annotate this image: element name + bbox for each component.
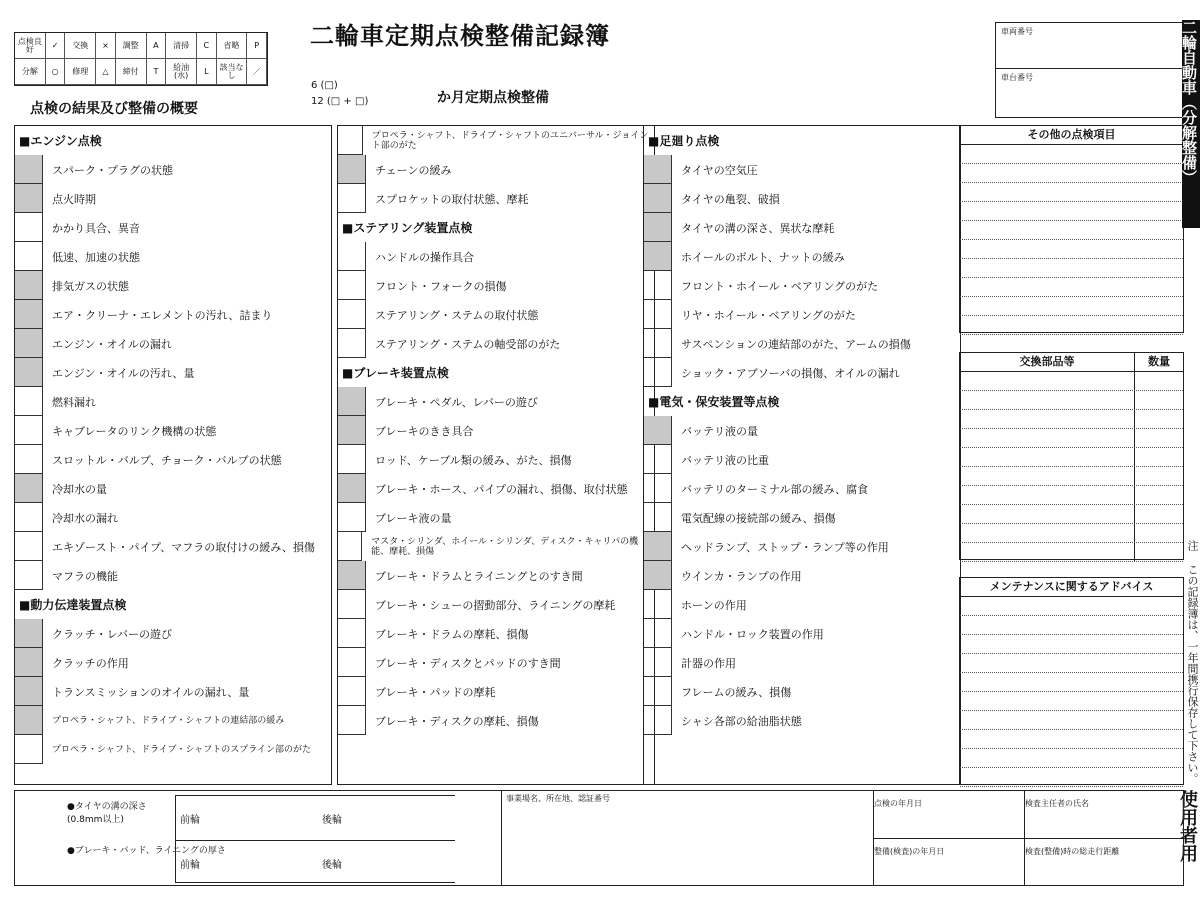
writing-line[interactable]: [960, 145, 1183, 164]
check-box[interactable]: [338, 242, 366, 271]
checklist-row[interactable]: [15, 503, 331, 532]
check-box[interactable]: [644, 590, 672, 619]
checklist-item-label: ステアリング・ステムの取付状態: [375, 308, 539, 322]
check-box[interactable]: [644, 619, 672, 648]
checklist-row[interactable]: [644, 271, 960, 300]
check-box[interactable]: [338, 445, 366, 474]
legend-cell: P: [247, 33, 267, 59]
check-box[interactable]: [15, 445, 43, 474]
maintenance-date-field[interactable]: 整備(検査)の年月日: [873, 838, 1024, 885]
checklist-item-label: ブレーキ・ドラムとライニングとのすき間: [375, 569, 583, 583]
checklist-item-label: 冷却水の量: [52, 482, 107, 496]
wheel-electric-column: [643, 125, 961, 785]
writing-line[interactable]: [960, 372, 1183, 391]
check-box[interactable]: [15, 503, 43, 532]
checklist-row[interactable]: [15, 358, 331, 387]
checklist-row[interactable]: [644, 648, 960, 677]
checklist-row[interactable]: [15, 532, 331, 561]
check-box[interactable]: [15, 358, 43, 387]
check-box[interactable]: [15, 329, 43, 358]
checklist-item-label: ブレーキ・ディスクの摩耗、損傷: [375, 714, 539, 728]
check-box[interactable]: [15, 735, 43, 764]
checklist-row[interactable]: [644, 329, 960, 358]
checklist-item-label: タイヤの溝の深さ、異状な摩耗: [681, 221, 835, 235]
checklist-row[interactable]: [15, 213, 331, 242]
check-box[interactable]: [644, 184, 672, 213]
writing-line[interactable]: [960, 278, 1183, 297]
checklist-item-label: スパーク・プラグの状態: [52, 163, 173, 177]
check-box[interactable]: [338, 329, 366, 358]
check-box[interactable]: [338, 619, 366, 648]
writing-line[interactable]: [960, 711, 1183, 730]
legend-cell: C: [197, 33, 217, 59]
check-box[interactable]: [644, 677, 672, 706]
check-box[interactable]: [644, 648, 672, 677]
section-heading: ■電気・保安装置等点検: [648, 395, 780, 409]
checklist-row[interactable]: [15, 155, 331, 184]
check-box[interactable]: [338, 474, 366, 503]
checklist-item-label: エキゾースト・パイプ、マフラの取付けの緩み、損傷: [52, 540, 315, 554]
section-heading: ■ステアリング装置点検: [342, 221, 473, 235]
check-box[interactable]: [338, 503, 366, 532]
checklist-row[interactable]: [644, 706, 960, 735]
legend-cell: 該当なし: [217, 59, 248, 85]
checklist-item-label: バッテリ液の比重: [681, 453, 769, 467]
check-box[interactable]: [15, 300, 43, 329]
checklist-item-label: ステアリング・ステムの軸受部のがた: [375, 337, 561, 351]
checklist-item-label: マスタ・シリンダ、ホイール・シリンダ、ディスク・キャリパの機能、摩耗、損傷: [371, 536, 639, 557]
checklist-row[interactable]: [644, 503, 960, 532]
checklist-item-label: ヘッドランプ、ストップ・ランプ等の作用: [681, 540, 889, 554]
check-box[interactable]: [15, 706, 43, 735]
inspection-footer: ●タイヤの溝の深さ (0.8mm以上) ●ブレーキ・パッド、ライニングの厚さ 前輪 後輪 前輪 後輪 事業場名、所在地、認証番号 点検の年月日 整備(検査)の年月日 検査主任者の氏名 検査(整備)時の総走行距離: [14, 790, 1184, 886]
checklist-row[interactable]: [644, 445, 960, 474]
steering-brake-column: [337, 125, 655, 785]
checklist-row[interactable]: [338, 387, 654, 416]
check-box[interactable]: [644, 532, 672, 561]
check-box[interactable]: [644, 155, 672, 184]
brake-thickness-label: ●ブレーキ・パッド、ライニングの厚さ: [67, 846, 226, 856]
checklist-item-label: ブレーキ・シューの摺動部分、ライニングの摩耗: [375, 598, 616, 612]
legend-cell: ×: [96, 33, 116, 59]
checklist-item-label: ブレーキ・ドラムの摩耗、損傷: [375, 627, 529, 641]
section-heading: ■動力伝達装置点検: [19, 598, 127, 612]
checklist-item-label: リヤ・ホイール・ベアリングのがた: [681, 308, 856, 322]
checklist-item-label: 冷却水の漏れ: [52, 511, 118, 525]
legend-cell: 省略: [217, 33, 248, 59]
vehicle-info-box: [995, 22, 1186, 118]
writing-line[interactable]: [960, 505, 1183, 524]
checklist-item-label: ブレーキ液の量: [375, 511, 452, 525]
checklist-row[interactable]: [15, 677, 331, 706]
legend-cell: L: [197, 59, 217, 85]
check-box[interactable]: [15, 416, 43, 445]
checklist-item-label: トランスミッションのオイルの漏れ、量: [52, 685, 250, 699]
legend-cell: 調整: [116, 33, 147, 59]
checklist-item-label: ホイールのボルト、ナットの緩み: [681, 250, 845, 264]
legend-cell: 給油(水): [166, 59, 197, 85]
checklist-item-label: 排気ガスの状態: [52, 279, 129, 293]
check-box[interactable]: [15, 648, 43, 677]
checklist-row[interactable]: [15, 648, 331, 677]
check-box[interactable]: [644, 561, 672, 590]
check-box[interactable]: [644, 445, 672, 474]
writing-line[interactable]: [960, 730, 1183, 749]
check-box[interactable]: [338, 561, 366, 590]
writing-line[interactable]: [960, 749, 1183, 768]
checklist-item-label: プロペラ・シャフト、ドライブ・シャフトの連結部の緩み: [52, 715, 285, 726]
check-box[interactable]: [338, 532, 362, 561]
checklist-row[interactable]: [15, 271, 331, 300]
legend-cell: 分解: [15, 59, 46, 85]
checklist-item-label: チェーンの緩み: [375, 163, 452, 177]
check-box[interactable]: [644, 271, 672, 300]
checklist-row[interactable]: [15, 329, 331, 358]
check-box[interactable]: [15, 213, 43, 242]
check-box[interactable]: [644, 474, 672, 503]
check-box[interactable]: [338, 126, 363, 155]
tire-depth-label: ●タイヤの溝の深さ (0.8mm以上): [67, 802, 147, 825]
writing-line[interactable]: [960, 654, 1183, 673]
check-box[interactable]: [644, 706, 672, 735]
legend-cell: 点検良好: [15, 33, 46, 59]
check-box[interactable]: [338, 271, 366, 300]
page-title: 二輪車定期点検整備記録簿: [310, 22, 610, 50]
brake-measurement-table: [175, 840, 455, 883]
business-field[interactable]: 事業場名、所在地、認証番号: [501, 791, 873, 885]
checklist-row[interactable]: [644, 590, 960, 619]
checklist-row[interactable]: [338, 445, 654, 474]
checklist-row[interactable]: [644, 300, 960, 329]
checklist-item-label: エンジン・オイルの汚れ、量: [52, 366, 195, 380]
checklist-row[interactable]: [15, 561, 331, 590]
legend-cell: 清掃: [166, 33, 197, 59]
check-box[interactable]: [15, 387, 43, 416]
checklist-row[interactable]: [644, 184, 960, 213]
maintenance-advice-box: [959, 577, 1184, 785]
checklist-row[interactable]: [338, 155, 654, 184]
checklist-row[interactable]: [338, 474, 654, 503]
checklist-item-label: ブレーキ・ディスクとパッドのすき間: [375, 656, 561, 670]
checklist-row[interactable]: [338, 126, 654, 155]
checklist-item-label: 計器の作用: [681, 656, 736, 670]
checklist-item-label: プロペラ・シャフト、ドライブ・シャフトのユニバーサル・ジョイント部のがた: [371, 130, 649, 151]
checklist-item-label: クラッチの作用: [52, 656, 129, 670]
user-copy-label: 使用者用: [1177, 790, 1198, 862]
checklist-row[interactable]: [644, 213, 960, 242]
check-box[interactable]: [338, 184, 366, 213]
legend-table: [14, 32, 268, 86]
check-box[interactable]: [644, 242, 672, 271]
checklist-row[interactable]: [338, 329, 654, 358]
checklist-item-label: バッテリのターミナル部の緩み、腐食: [681, 482, 869, 496]
checklist-item-label: ホーンの作用: [681, 598, 747, 612]
check-box[interactable]: [644, 300, 672, 329]
checklist-row[interactable]: [644, 619, 960, 648]
checklist-row[interactable]: [338, 271, 654, 300]
checklist-item-label: フロント・フォークの損傷: [375, 279, 507, 293]
writing-line[interactable]: [960, 221, 1183, 240]
writing-line[interactable]: [960, 391, 1183, 410]
chassis-number-field[interactable]: 車台番号: [1001, 73, 1033, 82]
legend-cell: 締付: [116, 59, 147, 85]
storage-note: 注 この記録簿は、一年間携行保存して下さい。: [1186, 540, 1199, 784]
check-box[interactable]: [15, 474, 43, 503]
checklist-row[interactable]: [338, 300, 654, 329]
legend-cell: ✓: [46, 33, 66, 59]
writing-line[interactable]: [960, 467, 1183, 486]
check-box[interactable]: [15, 184, 43, 213]
checklist-item-label: 低速、加速の状態: [52, 250, 140, 264]
checklist-row[interactable]: [15, 474, 331, 503]
legend-cell: ○: [46, 59, 66, 85]
check-box[interactable]: [338, 387, 366, 416]
other-inspection-box: [959, 125, 1184, 333]
period-label: か月定期点検整備: [437, 90, 549, 106]
writing-line[interactable]: [960, 316, 1183, 335]
check-box[interactable]: [15, 561, 43, 590]
other-inspection-title: その他の点検項目: [960, 126, 1183, 145]
checklist-item-label: かかり具合、異音: [52, 221, 140, 235]
check-box[interactable]: [338, 416, 366, 445]
checklist-row[interactable]: [338, 416, 654, 445]
writing-line[interactable]: [960, 692, 1183, 711]
writing-line[interactable]: [960, 297, 1183, 316]
checklist-item-label: フロント・ホイール・ベアリングのがた: [681, 279, 879, 293]
check-box[interactable]: [338, 590, 366, 619]
checklist-row[interactable]: [15, 706, 331, 735]
checklist-item-label: フレームの緩み、損傷: [681, 685, 792, 699]
writing-line[interactable]: [960, 202, 1183, 221]
check-box[interactable]: [15, 532, 43, 561]
check-box[interactable]: [15, 619, 43, 648]
checklist-item-label: エンジン・オイルの漏れ: [52, 337, 172, 351]
checklist-row[interactable]: [644, 532, 960, 561]
checklist-row[interactable]: [644, 416, 960, 445]
legend-cell: 交換: [65, 33, 96, 59]
checklist-item-label: ブレーキ・ペダル、レバーの遊び: [375, 395, 538, 409]
writing-line[interactable]: [960, 673, 1183, 692]
summary-title: 点検の結果及び整備の概要: [30, 101, 198, 117]
checklist-item-label: 電気配線の接続部の緩み、損傷: [681, 511, 836, 525]
period-checkbox-group: 6 (□) 12 (□ + □): [311, 80, 369, 107]
checklist-row[interactable]: [15, 619, 331, 648]
checklist-item-label: ブレーキ・ホース、パイプの漏れ、損傷、取付状態: [375, 482, 628, 496]
checklist-row[interactable]: [338, 619, 654, 648]
writing-line[interactable]: [960, 259, 1183, 278]
checklist-item-label: タイヤの亀裂、破損: [681, 192, 780, 206]
writing-line[interactable]: [960, 164, 1183, 183]
check-box[interactable]: [338, 706, 366, 735]
checklist-item-label: ハンドルの操作具合: [375, 250, 474, 264]
check-box[interactable]: [15, 271, 43, 300]
engine-drive-column: [14, 125, 332, 785]
writing-line[interactable]: [960, 448, 1183, 467]
writing-line[interactable]: [960, 524, 1183, 543]
check-box[interactable]: [338, 648, 366, 677]
checklist-row[interactable]: [15, 300, 331, 329]
checklist-row[interactable]: [338, 532, 654, 561]
checklist-item-label: マフラの機能: [52, 569, 118, 583]
parts-header: 交換部品等: [960, 353, 1135, 371]
checklist-row[interactable]: [644, 358, 960, 387]
side-tab: 二輪自動車（分解整備）: [1182, 20, 1200, 228]
checklist-row[interactable]: [15, 184, 331, 213]
vehicle-number-field[interactable]: 車両番号: [996, 23, 1185, 69]
checklist-item-label: エア・クリーナ・エレメントの汚れ、詰まり: [52, 308, 273, 322]
checklist-item-label: ブレーキのきき具合: [375, 424, 474, 438]
checklist-item-label: スロットル・バルブ、チョーク・バルブの状態: [52, 453, 282, 467]
advice-title: メンテナンスに関するアドバイス: [960, 578, 1183, 597]
check-box[interactable]: [644, 358, 672, 387]
writing-line[interactable]: [960, 410, 1183, 429]
checklist-item-label: サスペンションの連結部のがた、アームの損傷: [681, 337, 911, 351]
checklist-row[interactable]: [338, 706, 654, 735]
checklist-row[interactable]: [338, 184, 654, 213]
checklist-row[interactable]: [644, 242, 960, 271]
checklist-item-label: ウインカ・ランプの作用: [681, 569, 802, 583]
checklist-row[interactable]: [644, 474, 960, 503]
checklist-row[interactable]: [338, 677, 654, 706]
chief-inspector-field[interactable]: 検査主任者の氏名: [1024, 791, 1185, 838]
replacement-parts-box: [959, 352, 1184, 560]
checklist-item-label: ブレーキ・パッドの摩耗: [375, 685, 496, 699]
writing-line[interactable]: [960, 635, 1183, 654]
check-box[interactable]: [644, 416, 672, 445]
quantity-header: 数量: [1148, 355, 1170, 368]
section-heading: ■足廻り点検: [648, 134, 720, 148]
check-box[interactable]: [644, 213, 672, 242]
checklist-item-label: バッテリ液の量: [681, 424, 758, 438]
writing-line[interactable]: [960, 183, 1183, 202]
writing-line[interactable]: [960, 597, 1183, 616]
checklist-item-label: 点火時期: [52, 192, 96, 206]
checklist-row[interactable]: [15, 445, 331, 474]
checklist-row[interactable]: [644, 155, 960, 184]
tire-measurement-table: [175, 795, 455, 840]
writing-line[interactable]: [960, 429, 1183, 448]
checklist-row[interactable]: [338, 503, 654, 532]
check-box[interactable]: [644, 503, 672, 532]
writing-line[interactable]: [960, 486, 1183, 505]
checklist-item-label: 燃料漏れ: [52, 395, 96, 409]
checklist-item-label: タイヤの空気圧: [681, 163, 758, 177]
checklist-row[interactable]: [15, 242, 331, 271]
section-heading: ■ブレーキ装置点検: [342, 366, 449, 380]
check-box[interactable]: [15, 155, 43, 184]
checklist-item-label: ロッド、ケーブル類の緩み、がた、損傷: [375, 453, 572, 467]
legend-cell: △: [96, 59, 116, 85]
inspection-date-field[interactable]: 点検の年月日: [873, 791, 1024, 838]
check-box[interactable]: [15, 242, 43, 271]
legend-cell: T: [147, 59, 167, 85]
checklist-item-label: プロペラ・シャフト、ドライブ・シャフトのスプライン部のがた: [52, 744, 312, 755]
writing-line[interactable]: [960, 768, 1183, 787]
check-box[interactable]: [15, 677, 43, 706]
checklist-row[interactable]: [338, 590, 654, 619]
checklist-row[interactable]: [338, 242, 654, 271]
checklist-item-label: クラッチ・レバーの遊び: [52, 627, 173, 641]
checklist-item-label: ハンドル・ロック装置の作用: [681, 627, 824, 641]
section-heading: ■エンジン点検: [19, 134, 102, 148]
check-box[interactable]: [338, 300, 366, 329]
writing-line[interactable]: [960, 240, 1183, 259]
odometer-field[interactable]: 検査(整備)時の総走行距離: [1024, 838, 1185, 885]
legend-cell: ／: [247, 59, 267, 85]
check-box[interactable]: [338, 677, 366, 706]
checklist-row[interactable]: [644, 561, 960, 590]
legend-cell: 修理: [65, 59, 96, 85]
checklist-item-label: ショック・アブソーバの損傷、オイルの漏れ: [681, 366, 900, 380]
checklist-item-label: シャシ各部の給油脂状態: [681, 714, 802, 728]
checklist-row[interactable]: [15, 735, 331, 764]
check-box[interactable]: [644, 329, 672, 358]
checklist-row[interactable]: [644, 677, 960, 706]
legend-cell: A: [147, 33, 167, 59]
check-box[interactable]: [338, 155, 366, 184]
checklist-item-label: キャブレータのリンク機構の状態: [52, 424, 217, 438]
checklist-row[interactable]: [15, 387, 331, 416]
checklist-row[interactable]: [338, 648, 654, 677]
writing-line[interactable]: [960, 543, 1183, 562]
checklist-row[interactable]: [338, 561, 654, 590]
checklist-row[interactable]: [15, 416, 331, 445]
checklist-item-label: スプロケットの取付状態、摩耗: [375, 192, 529, 206]
writing-line[interactable]: [960, 616, 1183, 635]
